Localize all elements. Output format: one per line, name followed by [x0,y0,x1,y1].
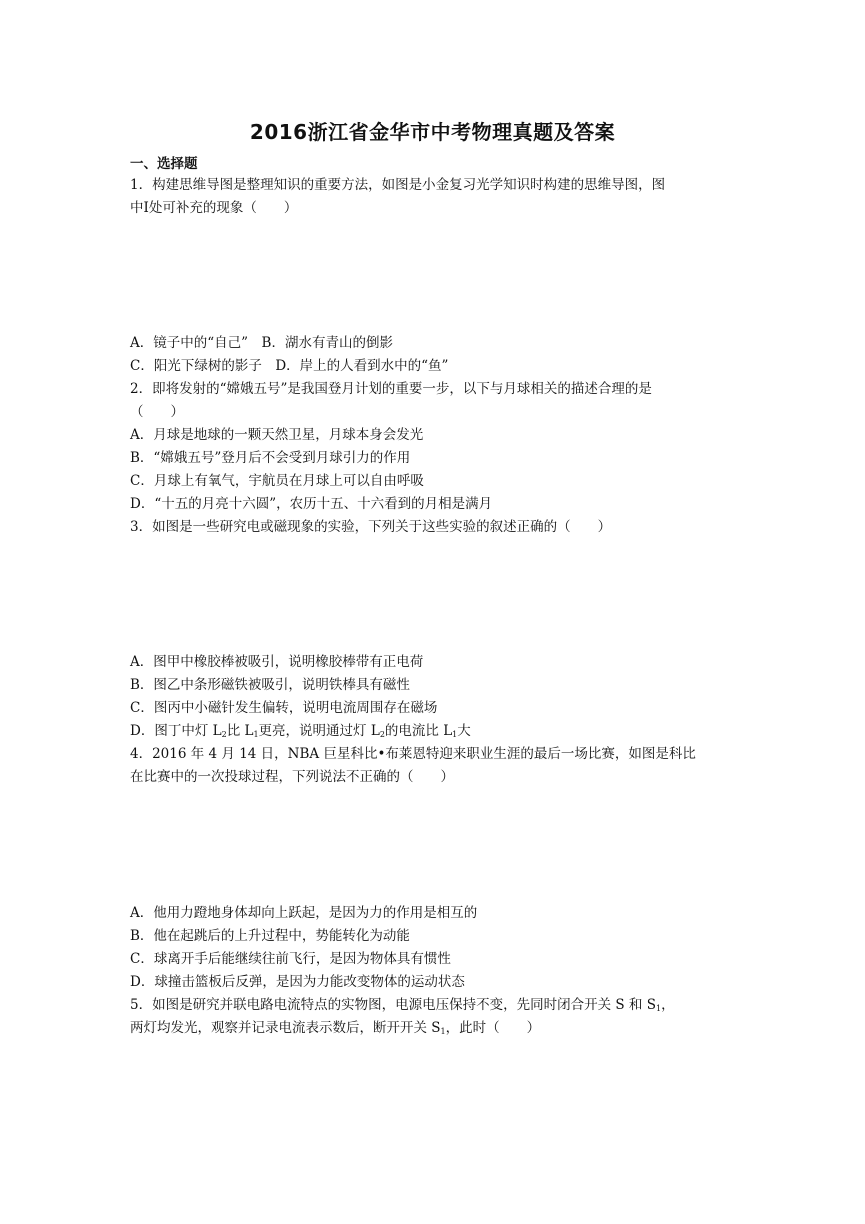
q1-options-cd: C．阳光下绿树的影子 D．岸上的人看到水中的“鱼” [130,358,449,374]
q4-option-c: C．球离开手后能继续往前飞行，是因为物体具有惯性 [130,951,451,967]
q3-option-d-text: 的电流比 L [384,723,453,739]
q2-stem-line2: （ ） [130,404,184,420]
q3-option-a: A．图甲中橡胶棒被吸引，说明橡胶棒带有正电荷 [130,654,424,670]
q5-stem-line2 [130,1019,750,1041]
subscript: 2 [379,730,385,739]
q3-option-d-text: 大 [457,723,471,739]
q1-options-ab: A．镜子中的“自己” B．湖水有青山的倒影 [130,335,393,351]
section-heading: 一、选择题 [130,156,198,172]
subscript: 1 [253,730,259,739]
q3-option-c: C．图丙中小磁针发生偏转，说明电流周围存在磁场 [130,700,438,716]
page-title: 2016浙江省金华市中考物理真题及答案 [249,120,616,144]
q2-option-c: C．月球上有氧气，宇航员在月球上可以自由呼吸 [130,473,424,489]
subscript: 1 [440,1027,446,1036]
q3-option-b: B．图乙中条形磁铁被吸引，说明铁棒具有磁性 [130,677,410,693]
subscript: 1 [655,1004,662,1013]
q3-figure-placeholder [130,542,730,647]
q4-option-d: D．球撞击篮板后反弹，是因为力能改变物体的运动状态 [130,974,465,990]
q3-option-d-text: 更亮，说明通过灯 L [258,723,380,739]
q5-stem-text: ，此时（ ） [445,1020,541,1036]
q5-stem-text: 5．如图是研究并联电路电流特点的实物图，电源电压保持不变，先同时闭合开关 S 和 S [130,997,656,1013]
q4-figure-placeholder [130,792,730,902]
subscript: 1 [452,730,458,739]
q5-stem-line1 [130,996,750,1018]
q2-option-d: D．“十五的月亮十六圆”，农历十五、十六看到的月相是满月 [130,496,493,512]
q4-stem-line1: 4．2016 年 4 月 14 日，NBA 巨星科比•布莱恩特迎来职业生涯的最后一场比赛，如图是科比 [130,746,696,762]
q2-option-b: B．“嫦娥五号”登月后不会受到月球引力的作用 [130,450,411,466]
q3-option-d-text: D．图丁中灯 L [130,723,222,739]
q4-option-b: B．他在起跳后的上升过程中，势能转化为动能 [130,928,410,944]
q3-stem: 3．如图是一些研究电或磁现象的实验，下列关于这些实验的叙述正确的（ ） [130,519,612,535]
q5-stem-text: 两灯均发光，观察并记录电流表示数后，断开开关 S [130,1020,441,1036]
q1-stem-line1: 1．构建思维导图是整理知识的重要方法，如图是小金复习光学知识时构建的思维导图，图 [130,177,666,193]
q1-stem-line2: 中Ⅰ处可补充的现象（ ） [130,200,298,216]
q2-stem-line1: 2．即将发射的“嫦娥五号”是我国登月计划的重要一步，以下与月球相关的描述合理的是 [130,381,652,397]
subscript: 2 [221,730,227,739]
q5-stem-text: ， [661,997,675,1013]
q4-option-a: A．他用力蹬地身体却向上跃起，是因为力的作用是相互的 [130,905,478,921]
q3-option-d-text: 比 L [226,723,254,739]
q2-option-a: A．月球是地球的一颗天然卫星，月球本身会发光 [130,427,424,443]
q4-stem-line2: 在比赛中的一次投球过程，下列说法不正确的（ ） [130,769,454,785]
q1-figure-placeholder [130,222,730,327]
q3-option-d [130,722,750,744]
